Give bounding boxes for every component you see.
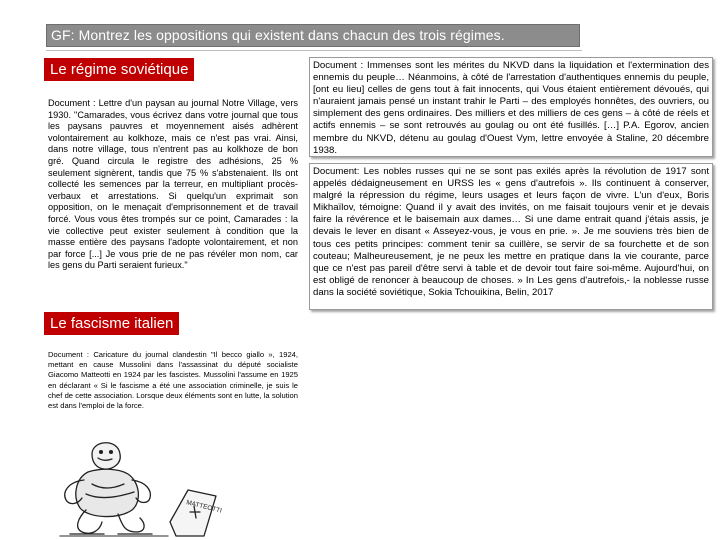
caricature-illustration (48, 432, 228, 540)
document-peasant-letter: Document : Lettre d'un paysan au journal Notre Village, vers 1930. "Camarades, vous écrivez dans votre journal que tous les paysans pauvres et moyennement aisés adhèrent volontairement au kolkhoze, mais ce n'est pas vrai. Ainsi, dans notre village, tous n'entrent pas au kolkhoze de bon gré. Quand circula le registre des adhésions, 25 % seulement signèrent, tandis que 75 % s'abstenaient. Ils ont collecté les semences par la terreur, en multipliant procès-verbaux et arrestations. Si quelqu'un exprimait son opposition, on le menaçait d'emprisonnement et de travail forcé. Vous vous êtes trompés sur ce point, Camarades : la vie collective peut exister seulement à condition que la masse entière des paysans l'adopte volontairement, et non par force [...] Je vous prie de ne pas révéler mon nom, car les gens du Parti seraient furieux." (48, 98, 298, 271)
document-russian-nobles: Document: Les nobles russes qui ne se sont pas exilés après la révolution de 1917 sont appelés dédaigneusement en URSS les « gens d'autrefois ». Ils continuent à conserver, malgré la répression du régime, leurs usages et leurs façon de vivre. L'un d'eux, Boris Mikhaïlov, témoigne: Quand il y avait des invités, on me faisait toujours venir et je devais faire la révérence et le baisemain aux dames… Si une dame entrait quand j'étais assis, je devais le lever en disant « Asseyez-vous, je vous en prie. ». Je me souviens très bien de tous ces petits principes: comment tenir sa cuillère, se servir de sa fourchette et de son couteau; Malheureusement, je ne peux les mettre en pratique dans la vie courante, parce que ce n'est pas pareil d'être servi à table et de devoir tout faire soi-même. Aujourd'hui, on est obligé de renoncer à beaucoup de choses. » In Les gens d'autrefois,- la noblesse russe dans la société soviétique, Sokia Tchouikina, Belin, 2017 (309, 163, 713, 310)
document-nkvd-letter: Document : Immenses sont les mérites du NKVD dans la liquidation et l'extermination des ennemis du peuple… Néanmoins, à côté de l'arrestation d'authentiques ennemis du peuple, [ont eu lieu] celles de gens tout à fait innocents, qui Vous étaient entièrement dévoués, qui n'auraient jamais pensé un instant trahir le Parti – des employés honnêtes, des ouvriers, ou simplement des gens ordinaires. Des milliers et des milliers de ces gens – à côté de réels et actifs ennemis – se sont retrouvés au goulag ou ont été fusillés. […] P.A. Egorov, ancien membre du NKVD, détenu au goulag d'Ouest Vym, lettre envoyée à Staline, 20 décembre 1938. (309, 57, 713, 157)
title-underline (46, 50, 582, 51)
page-title: GF: Montrez les oppositions qui existent dans chacun des trois régimes. (51, 27, 505, 43)
title-bar (46, 24, 580, 47)
section-heading-soviet: Le régime soviétique (44, 58, 194, 81)
section-heading-fascism: Le fascisme italien (44, 312, 179, 335)
coffin-label: MATTEOTTI (185, 499, 223, 515)
document-caricature-caption: Document : Caricature du journal clandestin "Il becco giallo », 1924, mettant en cause Mussolini dans l'assassinat du député socialiste Giacomo Matteotti en 1924 par les fascistes. Mussolini l'assume en 1925 en déclarant « Si le fascisme a été une association criminelle, je suis le chef de cette association. Lorsque deux éléments sont en lutte, la solution est dans l'emploi de la force. (48, 350, 298, 411)
